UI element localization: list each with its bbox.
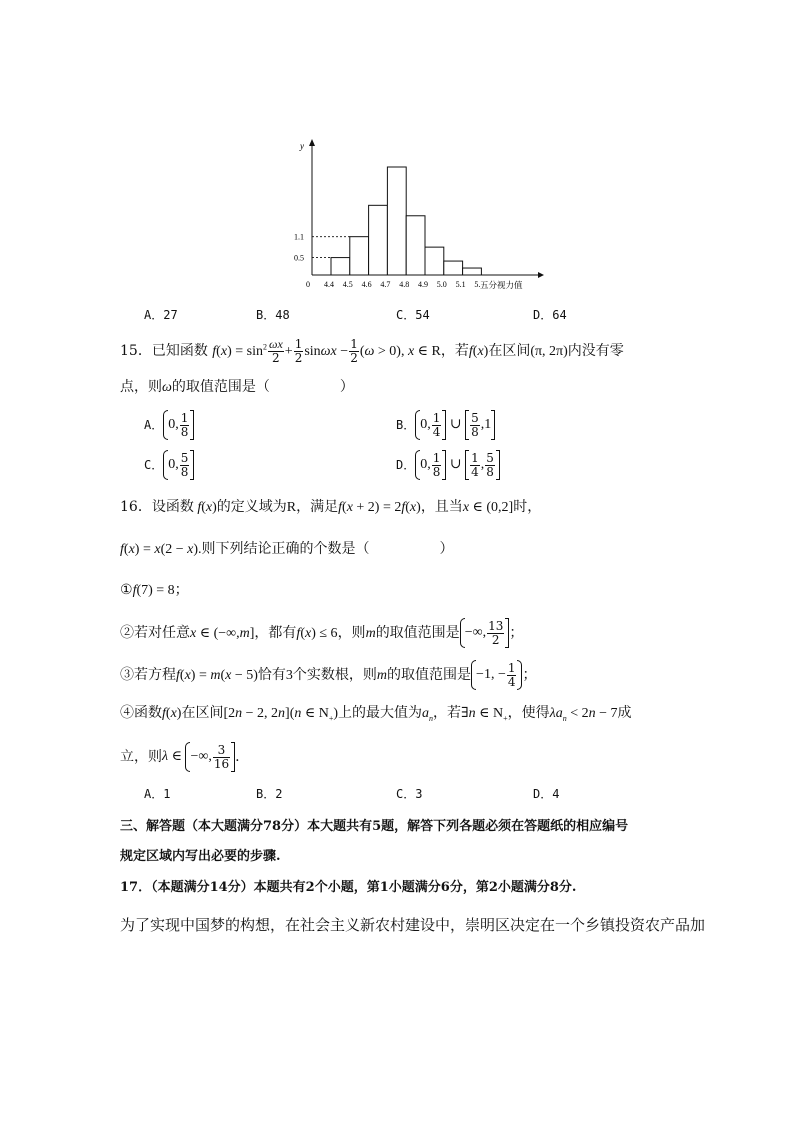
histogram-bar <box>406 216 425 275</box>
x-axis-label: 五分视力值 <box>480 280 523 290</box>
x-tick-label: 4.5 <box>342 280 353 289</box>
origin-label: 0 <box>306 280 310 289</box>
y-tick-label: 1.1 <box>294 232 304 242</box>
x-tick-label: 4.9 <box>418 280 428 289</box>
x-tick-label: 5.1 <box>455 280 466 289</box>
q16-option-d[interactable]: D．4 <box>533 787 560 801</box>
section-3-heading: 三、解答题（本大题满分78分）本大题共有5题，解答下列各题必须在答题纸的相应编号 <box>120 819 629 834</box>
x-tick-label: 4.8 <box>399 280 410 289</box>
x-tick-label: 5. <box>474 280 481 289</box>
x-tick-label: 4.6 <box>361 280 372 289</box>
x-tick-label: 4.7 <box>380 280 391 289</box>
q16-line2: f(x) = x(2 − x).则下列结论正确的个数是（ ） <box>120 541 454 557</box>
q16-statement-2: ②若对任意x ∈ (−∞,m]，都有f(x) ≤ 6，则m的取值范围是 −∞, $\frac{13}{2}$ ； <box>120 618 524 647</box>
histogram-bar <box>387 167 406 275</box>
q16-statement-4-line2: 立，则λ ∈ −∞, $\frac{3}{16}$ . <box>120 742 240 771</box>
q16-option-c[interactable]: C．3 <box>396 787 423 801</box>
y-axis-label: y <box>300 141 304 151</box>
q15-option-a[interactable]: A． 0, $\frac{1}{8}$ <box>144 410 194 440</box>
q16-stem: 16．设函数 f(x)的定义域为R，满足f(x + 2) = 2f(x)，且当x ∈ (0,2]时， <box>120 499 542 515</box>
q14-option-a[interactable]: A．27 <box>144 308 178 322</box>
x-tick-label: 5.0 <box>436 280 447 289</box>
histogram-bar <box>369 205 388 275</box>
q14-option-d[interactable]: D．64 <box>533 308 567 322</box>
q16-option-a[interactable]: A．1 <box>144 787 171 801</box>
section-3-heading-line2: 规定区域内写出必要的步骤. <box>120 849 281 864</box>
q16-statement-1: ①f(7) = 8； <box>120 582 189 598</box>
q15-option-c[interactable]: C． 0, $\frac{5}{8}$ <box>144 450 194 480</box>
histogram-bar <box>350 237 369 275</box>
y-tick-label: 0.5 <box>294 253 304 263</box>
histogram-bar <box>331 258 350 275</box>
q15-option-b[interactable]: B． 0, $\frac{1}{4}$ ∪ $\frac{5}{8}$ ,1 <box>396 410 495 440</box>
histogram-bar <box>463 268 482 275</box>
q15-line2: 点，则ω的取值范围是（ ） <box>120 379 354 395</box>
y-axis-arrow-icon <box>309 139 315 146</box>
x-tick-label: 4.4 <box>324 280 334 289</box>
histogram-bar <box>425 247 444 275</box>
q15-option-d[interactable]: D． 0, $\frac{1}{8}$ ∪ $\frac{1}{4}$ , $\frac{5}{8}$ <box>396 450 500 480</box>
q14-option-c[interactable]: C．54 <box>396 308 430 322</box>
q15-stem: 15．已知函数 $f(x) = \sin^2$ $\frac{\omega x}{2}$ + $\frac{1}{2}$ sinωx − $\frac{1}{2}$ (ω > 0), x ∈ R，若f(x)在区间(π, 2π)内没有零 <box>120 337 624 365</box>
q17-body: 为了实现中国梦的构想，在社会主义新农村建设中，崇明区决定在一个乡镇投资农产品加 <box>120 916 706 934</box>
vision-histogram <box>280 138 550 293</box>
x-axis-arrow-icon <box>538 272 544 278</box>
q16-statement-4: ④函数f(x)在区间[2n − 2, 2n](n ∈ $N_+$)上的最大值为$a_n$，若∃n ∈ $N_+$，使得$\lambda a_n < 2n - 7$成 <box>120 705 632 723</box>
histogram-bar <box>444 261 463 275</box>
q14-option-b[interactable]: B．48 <box>256 308 290 322</box>
q17-header: 17．（本题满分14分）本题共有2个小题，第1小题满分6分，第2小题满分8分. <box>120 880 577 895</box>
q16-statement-3: ③若方程f(x) = m(x − 5)恰有3个实数根，则m的取值范围是 −1, − $\frac{1}{4}$ ； <box>120 660 537 689</box>
q16-option-b[interactable]: B．2 <box>256 787 283 801</box>
